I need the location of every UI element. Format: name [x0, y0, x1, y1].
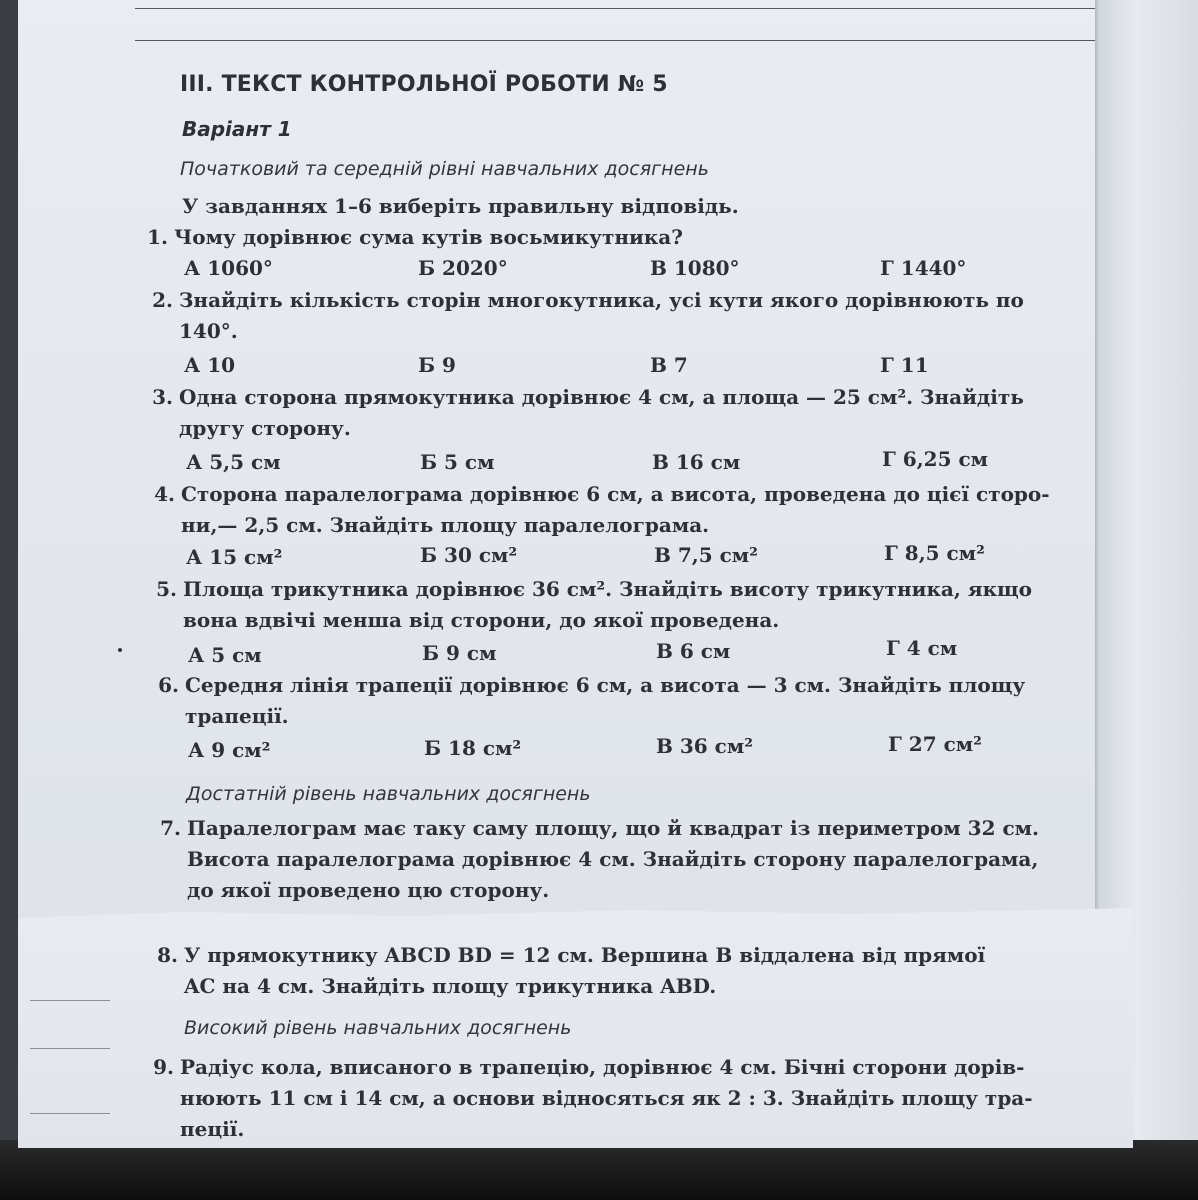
question-number: 3. — [152, 385, 173, 409]
option-b: Б 30 см² — [420, 543, 518, 567]
option-b: Б 5 см — [420, 450, 495, 474]
question-text-cont: трапеції. — [185, 704, 289, 728]
question-text-cont: вона вдвічі менша від сторони, до якої проведена. — [183, 608, 780, 632]
question-text: Середня лінія трапеції дорівнює 6 см, а висота — 3 см. Знайдіть площу — [185, 673, 1026, 697]
question-text: Радіус кола, вписаного в трапецію, дорівнює 4 см. Бічні сторони дорів- — [180, 1055, 1025, 1079]
option-g: Г 4 см — [886, 636, 958, 660]
option-g: Г 8,5 см² — [884, 541, 985, 565]
option-b: Б 9 — [418, 353, 456, 377]
question-3 — [145, 382, 1105, 444]
question-6 — [151, 670, 1111, 732]
option-v: В 1080° — [650, 256, 740, 280]
variant-label: Варіант 1 — [182, 117, 292, 141]
question-9 — [146, 1052, 1106, 1145]
option-a: А 15 см² — [186, 545, 283, 569]
question-text-cont: до якої проведено цю сторону. — [187, 878, 550, 902]
question-2 — [145, 285, 1105, 347]
option-a: А 10 — [184, 353, 236, 377]
option-v: В 7,5 см² — [654, 543, 758, 567]
question-text: Чому дорівнює сума кутів восьмикутника? — [174, 225, 683, 249]
question-text-cont: пеції. — [180, 1117, 245, 1141]
question-text-cont: другу сторону. — [179, 416, 351, 440]
option-a: А 5,5 см — [186, 450, 281, 474]
option-v: В 36 см² — [656, 734, 753, 758]
section-title: III. ТЕКСТ КОНТРОЛЬНОЇ РОБОТИ № 5 — [180, 72, 668, 97]
option-g: Г 6,25 см — [882, 447, 988, 471]
option-g: Г 1440° — [880, 256, 967, 280]
question-number: 7. — [160, 816, 181, 840]
question-4 — [147, 479, 1107, 541]
question-number: 9. — [153, 1055, 174, 1079]
question-text: У прямокутнику ABCD BD = 12 см. Вершина B віддалена від прямої — [184, 943, 986, 967]
question-number: 1. — [147, 225, 168, 249]
question-text-cont: 140°. — [179, 319, 238, 343]
question-number: 8. — [157, 943, 178, 967]
question-7 — [153, 813, 1113, 906]
question-text: Паралелограм має таку саму площу, що й квадрат із периметром 32 см. — [187, 816, 1039, 840]
option-a: А 5 см — [188, 643, 262, 667]
level-heading-basic: Початковий та середній рівні навчальних досягнень — [180, 158, 709, 180]
question-5 — [149, 574, 1109, 636]
question-text: Одна сторона прямокутника дорівнює 4 см, а площа — 25 см². Знайдіть — [179, 385, 1024, 409]
instruction: У завданнях 1–6 виберіть правильну відповідь. — [182, 194, 739, 218]
option-b: Б 18 см² — [424, 736, 522, 760]
level-heading-high: Високий рівень навчальних досягнень — [184, 1017, 572, 1039]
option-a: А 9 см² — [188, 738, 271, 762]
question-text-cont: AC на 4 см. Знайдіть площу трикутника ABD. — [184, 974, 717, 998]
level-heading-sufficient: Достатній рівень навчальних досягнень — [186, 783, 591, 805]
option-b: Б 2020° — [418, 256, 508, 280]
question-8 — [150, 940, 1110, 1002]
question-number: 6. — [158, 673, 179, 697]
question-text-cont: нюють 11 см і 14 см, а основи відносяться як 2 : 3. Знайдіть площу тра- — [180, 1086, 1033, 1110]
question-number: 2. — [152, 288, 173, 312]
option-a: А 1060° — [184, 256, 273, 280]
question-text: Знайдіть кількість сторін многокутника, усі кути якого дорівнюють по — [179, 288, 1024, 312]
option-g: Г 11 — [880, 353, 929, 377]
option-b: Б 9 см — [422, 641, 497, 665]
question-number: 4. — [154, 482, 175, 506]
question-text-cont: ни,— 2,5 см. Знайдіть площу паралелограма. — [181, 513, 710, 537]
option-v: В 16 см — [652, 450, 741, 474]
question-1 — [140, 222, 1100, 253]
question-text: Площа трикутника дорівнює 36 см². Знайдіть висоту трикутника, якщо — [183, 577, 1033, 601]
question-text: Сторона паралелограма дорівнює 6 см, а висота, проведена до цієї сторо- — [181, 482, 1050, 506]
question-number: 5. — [156, 577, 177, 601]
option-v: В 7 — [650, 353, 688, 377]
option-g: Г 27 см² — [888, 732, 982, 756]
question-text-cont: Висота паралелограма дорівнює 4 см. Знайдіть сторону паралелограма, — [187, 847, 1039, 871]
option-v: В 6 см — [656, 639, 731, 663]
